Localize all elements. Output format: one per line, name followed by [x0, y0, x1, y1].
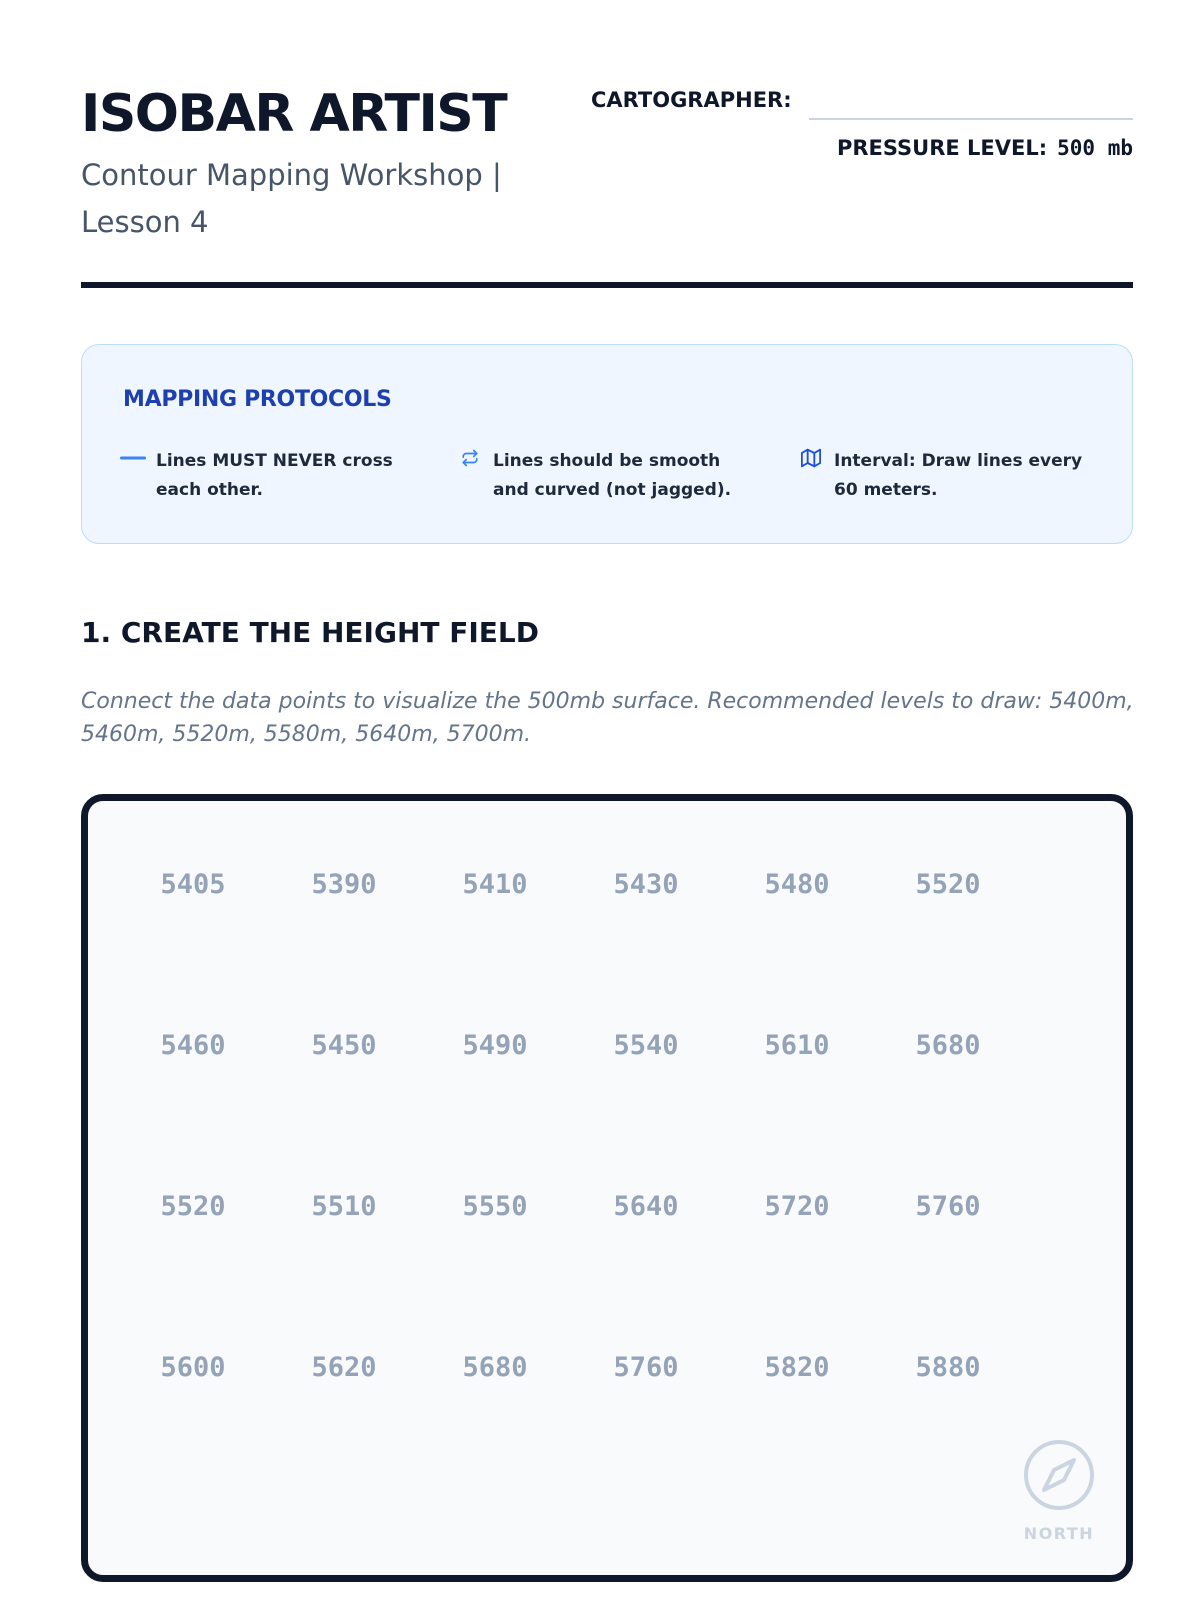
worksheet-subtitle: Contour Mapping Workshop | Lesson 4	[81, 158, 502, 239]
height-data-point: 5880	[915, 1352, 981, 1383]
height-data-point: 5680	[462, 1352, 528, 1383]
mapping-protocols-panel	[81, 344, 1133, 544]
map-icon	[798, 447, 824, 469]
height-data-point: 5620	[311, 1352, 377, 1383]
protocols-heading: MAPPING PROTOCOLS	[123, 387, 392, 412]
height-data-point: 5550	[462, 1191, 528, 1222]
protocol-text: Lines should be smooth and curved (not jagged).	[493, 451, 732, 500]
dash-line-icon	[120, 447, 146, 469]
height-data-point: 5760	[613, 1352, 679, 1383]
height-data-point: 5610	[764, 1030, 830, 1061]
cartographer-label: CARTOGRAPHER:	[591, 88, 792, 112]
repeat-arrows-icon	[457, 447, 483, 469]
height-data-point: 5460	[160, 1030, 226, 1061]
protocol-text: Lines MUST NEVER cross each other.	[156, 451, 393, 500]
height-data-point: 5820	[764, 1352, 830, 1383]
worksheet-header	[81, 84, 1133, 284]
compass-icon	[1022, 1438, 1096, 1512]
height-data-point: 5600	[160, 1352, 226, 1383]
height-data-point: 5680	[915, 1030, 981, 1061]
height-data-point: 5520	[915, 869, 981, 900]
height-data-point: 5405	[160, 869, 226, 900]
protocol-item-no-crossing	[120, 447, 410, 505]
worksheet-title: ISOBAR ARTIST	[81, 84, 507, 144]
height-data-point: 5760	[915, 1191, 981, 1222]
height-data-point: 5490	[462, 1030, 528, 1061]
height-data-point: 5410	[462, 869, 528, 900]
compass	[1019, 1438, 1099, 1543]
height-field-grid	[88, 801, 1126, 1575]
pressure-level	[837, 136, 1133, 160]
height-data-point: 5540	[613, 1030, 679, 1061]
height-data-point: 5720	[764, 1191, 830, 1222]
compass-label: NORTH	[1023, 1524, 1095, 1543]
cartographer-name-field[interactable]	[809, 118, 1133, 120]
section-instructions: Connect the data points to visualize the 500mb surface. Recommended levels to draw: 5400m, 5460m, 5520m, 5580m, 5640m, 5700m.	[81, 689, 1134, 747]
height-data-point: 5510	[311, 1191, 377, 1222]
protocol-text: Interval: Draw lines every 60 meters.	[834, 451, 1083, 500]
pressure-level-label: PRESSURE LEVEL:	[836, 136, 1048, 160]
protocol-item-smooth-lines	[457, 447, 757, 505]
header-divider	[81, 282, 1133, 288]
protocol-item-interval	[798, 447, 1098, 505]
height-data-point: 5520	[160, 1191, 226, 1222]
height-data-point: 5390	[311, 869, 377, 900]
section-title: 1. CREATE THE HEIGHT FIELD	[81, 616, 539, 649]
height-data-point: 5450	[311, 1030, 377, 1061]
height-field-map[interactable]	[81, 794, 1133, 1582]
height-data-point: 5480	[764, 869, 830, 900]
height-data-point: 5640	[613, 1191, 679, 1222]
pressure-level-value: 500 mb	[1057, 136, 1133, 160]
height-data-point: 5430	[613, 869, 679, 900]
